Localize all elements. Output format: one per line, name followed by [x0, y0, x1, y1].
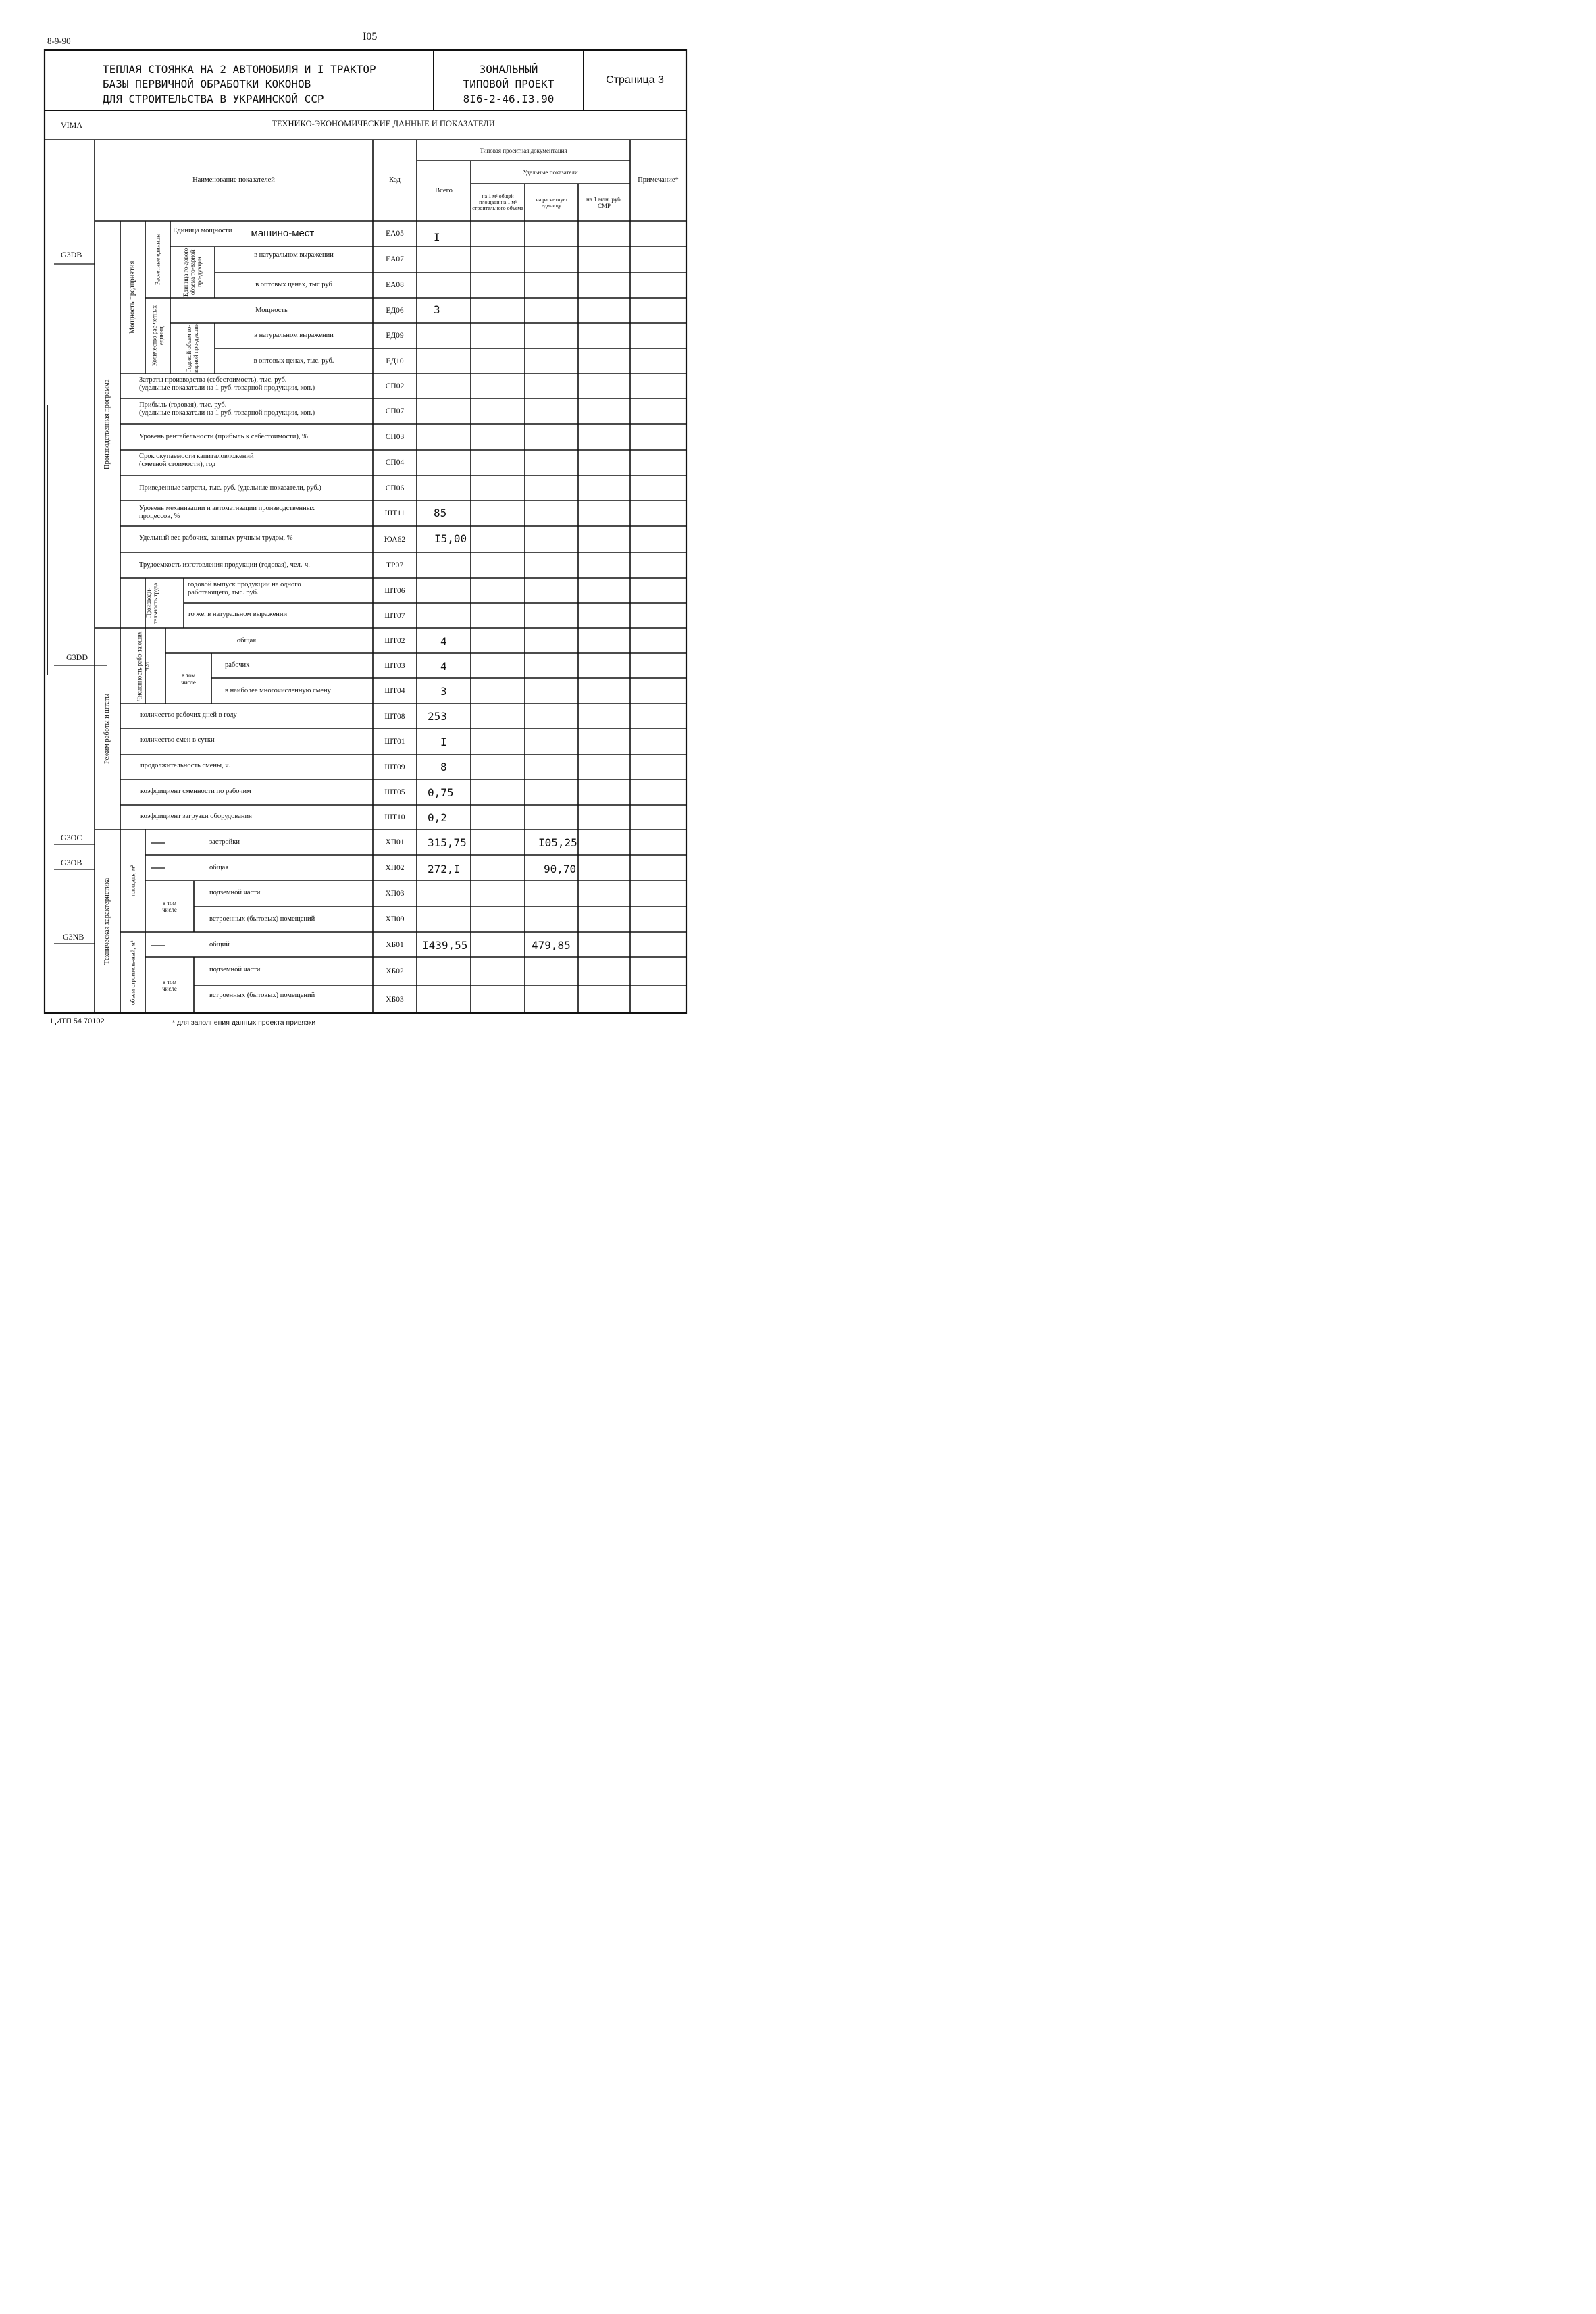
row-name: годовой выпуск продукции на одного работающего, тыс. руб.: [188, 581, 301, 596]
row-code: ШТ03: [384, 661, 405, 670]
value-total: 0,75: [428, 786, 454, 799]
value-total: 3: [440, 685, 447, 698]
project-block: [434, 62, 584, 107]
group-proizv: Производи-тельность труда: [145, 582, 159, 624]
row-code: ЮА62: [384, 535, 406, 544]
project-line: ЗОНАЛЬНЫЙ: [479, 63, 538, 76]
row-name: в натуральном выражении: [254, 251, 334, 259]
row-code: ШТ10: [384, 813, 405, 821]
value-total: I439,55: [422, 939, 468, 952]
row-code: СП06: [385, 484, 405, 492]
row-code: ШТ02: [384, 636, 405, 645]
row-name: коэффициент загрузки оборудования: [140, 812, 252, 820]
value-total: 4: [440, 660, 447, 673]
row-name: Уровень рентабельности (прибыль к себестоимости), %: [139, 433, 308, 440]
row-code: СП04: [385, 459, 405, 467]
row-name: Затраты производства (себестоимость), тыс. руб. (удельные показатели на 1 руб. товарной продукции, коп.): [139, 376, 315, 392]
row-name: в оптовых ценах, тыс руб: [255, 281, 332, 288]
value-total: I: [434, 231, 440, 244]
row-name: встроенных (бытовых) помещений: [209, 915, 315, 923]
row-code: СП02: [385, 382, 405, 390]
row-code: ЕА05: [386, 230, 404, 238]
row-code: ЕА08: [386, 281, 404, 289]
row-code: ШТ04: [384, 687, 405, 695]
header-typical: Типовая проектная документация: [480, 147, 567, 154]
header-name: Наименование показателей: [192, 176, 275, 184]
side-code: G3DB: [61, 250, 82, 259]
row-name: продолжительность смены, ч.: [140, 761, 231, 769]
group-ploshad: площадь, м²: [129, 865, 136, 897]
v-tom-chisle: в том числе: [162, 978, 177, 992]
v-tom-chisle: в том числе: [181, 671, 196, 686]
section-code: VIMA: [61, 120, 82, 130]
side-code: G3OC: [61, 833, 82, 842]
v-tom-chisle: в том числе: [162, 900, 177, 913]
row-code: ХП09: [385, 915, 405, 923]
row-name: общая: [209, 864, 229, 871]
value-per-unit: 479,85: [532, 939, 571, 952]
group-chisl: Численность рабо-тающих чел: [136, 631, 150, 701]
project-line: 8I6-2-46.I3.90: [463, 93, 555, 105]
header-total: Всего: [435, 186, 453, 195]
row-code: ШТ08: [384, 712, 405, 721]
group-kolvo: Количество рас-четных единиц: [151, 305, 165, 367]
row-code: ШТ06: [384, 586, 405, 595]
group-tech: Техническая характеристика: [103, 877, 111, 965]
row-code: ШТ11: [384, 509, 405, 517]
group-prod: Производственная программа: [103, 379, 111, 470]
row-code: ШТ07: [384, 611, 405, 620]
project-line: ТИПОВОЙ ПРОЕКТ: [463, 78, 555, 91]
row-code: ХП02: [385, 864, 405, 872]
header-note: Примечание*: [638, 176, 679, 184]
row-code: ХП03: [385, 890, 405, 898]
row-name: подземной части: [209, 966, 261, 973]
row-name: рабочих: [225, 661, 250, 669]
value-total: 85: [434, 507, 447, 519]
group-rasch: Расчетные единицы: [154, 233, 161, 286]
row-name: то же, в натуральном выражении: [188, 610, 288, 618]
row-code: ХБ02: [386, 967, 404, 975]
row-name: Удельный вес рабочих, занятых ручным трудом, %: [139, 534, 293, 542]
row-name: Единица мощности машино-мест: [173, 227, 315, 239]
row-name: Приведенные затраты, тыс. руб. (удельные показатели, руб.): [139, 484, 321, 492]
row-code: ШТ05: [384, 788, 405, 796]
doc-number: 8-9-90: [47, 36, 71, 46]
row-code: ХБ01: [386, 940, 404, 949]
value-total: 253: [428, 710, 447, 723]
row-code: ТР07: [386, 561, 403, 569]
code-column: [373, 221, 417, 1013]
row-code: СП03: [385, 433, 405, 441]
row-name: Прибыль (годовая), тыс. руб. (удельные показатели на 1 руб. товарной продукции, коп.): [139, 401, 315, 417]
row-code: ЕА07: [386, 255, 404, 263]
row-name: общая: [236, 636, 257, 644]
group-god-obem: Годовой объем то-варной про-дукции: [186, 323, 199, 374]
header-specific: Удельные показатели: [523, 169, 578, 176]
value-total: 272,I: [428, 863, 461, 875]
value-total: 8: [440, 761, 447, 773]
group-mosh: Мощность предприятия: [128, 261, 136, 334]
side-code: G3NB: [63, 932, 84, 942]
title-line: ДЛЯ СТРОИТЕЛЬСТВА В УКРАИНСКОЙ ССР: [103, 93, 324, 105]
group-obem: объем строитель-ный, м³: [129, 940, 136, 1005]
header-code: Код: [389, 176, 401, 184]
row-name: количество смен в сутки: [140, 736, 215, 744]
row-name: подземной части: [209, 888, 261, 896]
page-number: I05: [363, 31, 378, 43]
row-code: ШТ01: [384, 738, 405, 746]
side-code: G3DD: [66, 652, 88, 662]
header-per-m2: на 1 м² общей площади на 1 м³ строительного объема: [472, 193, 523, 211]
value-per-unit: 90,70: [544, 863, 577, 875]
title-line: ТЕПЛАЯ СТОЯНКА НА 2 АВТОМОБИЛЯ И I ТРАКТОР: [103, 63, 376, 76]
value-per-unit: I05,25: [538, 836, 577, 849]
row-name: общий: [209, 940, 230, 948]
row-name: количество рабочих дней в году: [140, 711, 237, 719]
value-total: I5,00: [434, 532, 467, 545]
row-code: ШТ09: [384, 763, 405, 771]
row-name: Трудоемкость изготовления продукции (годовая), чел.-ч.: [139, 561, 310, 569]
group-rezhim: Режим работы и штаты: [103, 693, 111, 765]
row-code: ЕД10: [386, 357, 404, 365]
footer-left: ЦИТП 54 70102: [51, 1017, 105, 1025]
row-code: ЕД09: [386, 332, 404, 340]
value-total: 315,75: [428, 836, 467, 849]
value-total: 3: [434, 303, 440, 316]
row-name: Мощность: [255, 306, 288, 314]
title-block: [103, 62, 427, 107]
value-total: I: [440, 736, 447, 748]
group-edin-tov: Единица го-дового объема то-варной про-дукции: [182, 247, 203, 297]
row-name: в наиболее многочисленную смену: [225, 687, 331, 694]
row-code: ЕД06: [386, 306, 404, 315]
value-total: 4: [440, 635, 447, 648]
row-name: застройки: [209, 838, 240, 846]
row-code: СП07: [385, 407, 405, 415]
row-name: Срок окупаемости капиталовложений (сметной стоимости), год: [139, 453, 254, 468]
title-line: БАЗЫ ПЕРВИЧНОЙ ОБРАБОТКИ КОКОНОВ: [103, 78, 311, 91]
row-name: в натуральном выражении: [254, 332, 334, 339]
value-total: 0,2: [428, 811, 447, 824]
header-per-unit: на расчетную единицу: [536, 196, 567, 209]
row-name: Уровень механизации и автоматизации производственных процессов, %: [139, 505, 315, 520]
row-name: в оптовых ценах, тыс. руб.: [253, 357, 334, 365]
row-code: ХБ03: [386, 995, 404, 1004]
row-name: встроенных (бытовых) помещений: [209, 992, 315, 999]
header-per-mln: на 1 млн. руб. СМР: [586, 195, 622, 209]
row-name: коэффициент сменности по рабочим: [140, 788, 251, 795]
row-code: ХП01: [385, 838, 405, 846]
page-label: Страница 3: [606, 74, 664, 86]
side-code: G3OB: [61, 858, 82, 867]
section-title: ТЕХНИКО-ЭКОНОМИЧЕСКИЕ ДАННЫЕ И ПОКАЗАТЕЛИ: [272, 119, 495, 128]
footer-note: * для заполнения данных проекта привязки: [172, 1019, 316, 1027]
